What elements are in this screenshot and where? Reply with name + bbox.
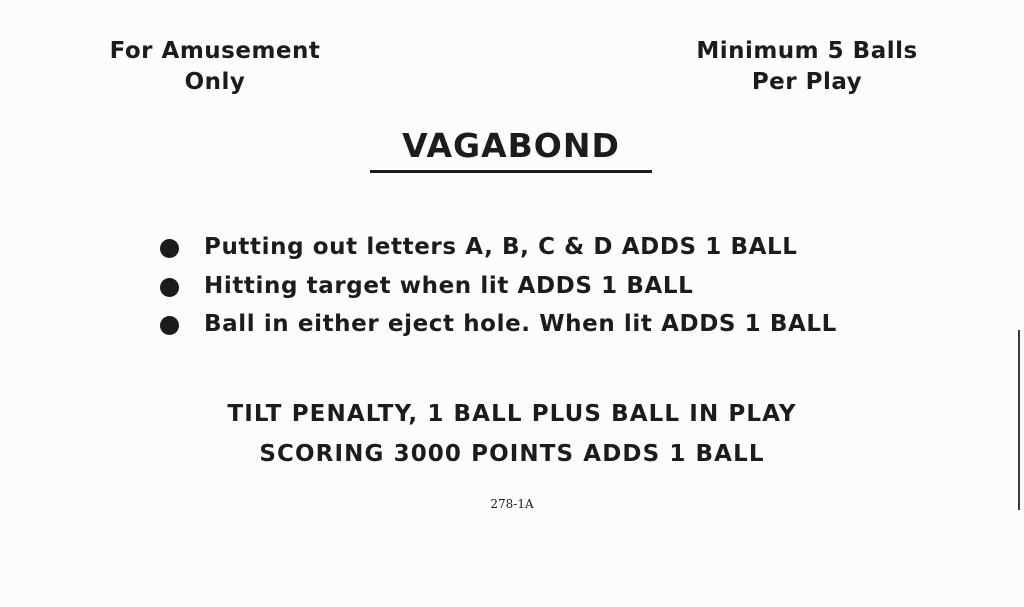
balls-per-play-notice bbox=[672, 36, 942, 98]
scoring-bonus-line: SCORING 3000 POINTS ADDS 1 BALL bbox=[259, 441, 765, 467]
amusement-notice bbox=[100, 36, 330, 98]
bullet-dot-icon bbox=[160, 278, 179, 297]
rule-text: Putting out letters A, B, C & D ADDS 1 BALL bbox=[204, 234, 798, 260]
rules-list bbox=[160, 230, 890, 346]
rule-text: Hitting target when lit ADDS 1 BALL bbox=[204, 272, 694, 299]
amusement-notice-line-2: Only bbox=[184, 69, 246, 95]
balls-per-play-line-1: Minimum 5 Balls bbox=[696, 38, 918, 64]
rule-item bbox=[160, 230, 890, 269]
page-edge-line bbox=[1018, 330, 1020, 510]
card-title: VAGABOND bbox=[402, 126, 620, 165]
rule-item bbox=[160, 269, 890, 308]
title-underline bbox=[370, 170, 652, 173]
balls-per-play-line-2: Per Play bbox=[751, 69, 863, 95]
bullet-dot-icon bbox=[160, 316, 179, 335]
card-code: 278-1A bbox=[490, 497, 534, 511]
tilt-penalty-line: TILT PENALTY, 1 BALL PLUS BALL IN PLAY bbox=[227, 401, 797, 427]
bullet-dot-icon bbox=[160, 239, 179, 258]
rule-item bbox=[160, 307, 890, 346]
rule-text: Ball in either eject hole. When lit ADDS 1 BALL bbox=[204, 311, 837, 337]
amusement-notice-line-1: For Amusement bbox=[109, 38, 321, 64]
penalty-and-scoring-notes bbox=[120, 394, 904, 474]
